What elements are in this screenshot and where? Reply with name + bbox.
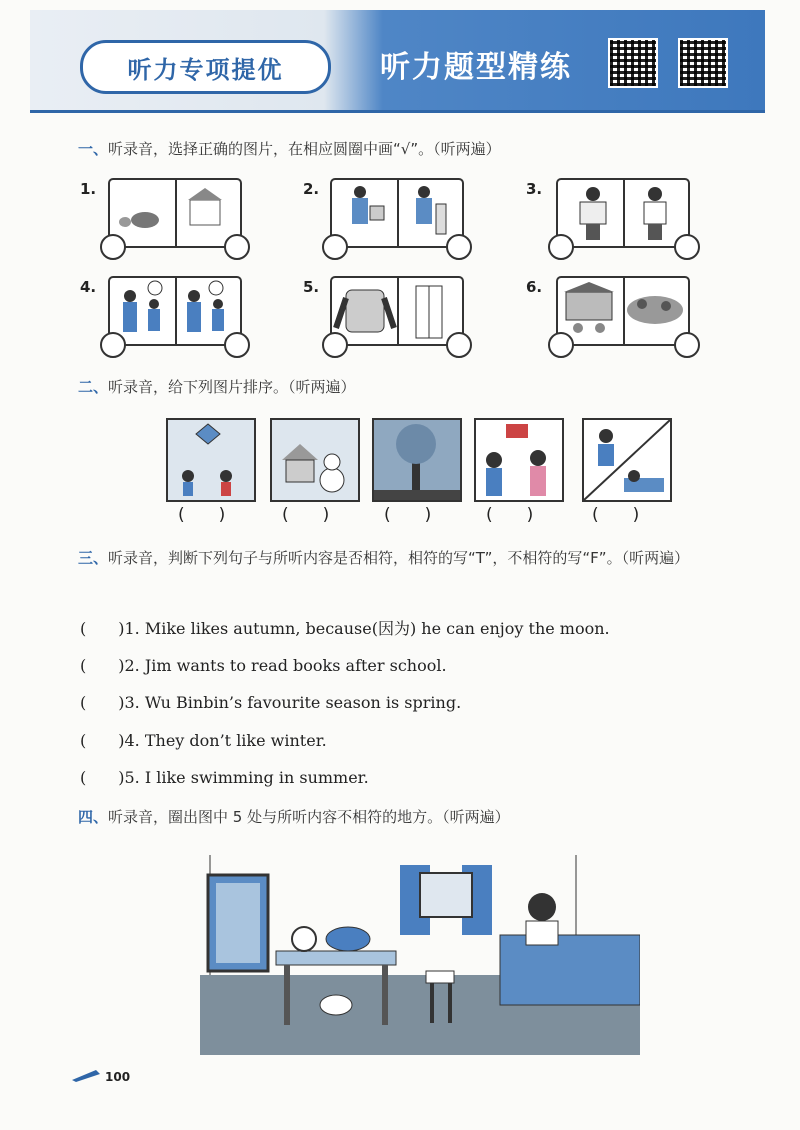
answer-circle[interactable] [322,234,348,260]
picture-pair [108,276,242,346]
picture-pair [556,276,690,346]
pencil-icon [72,1068,102,1082]
order-blank[interactable]: ( ) [592,505,640,525]
item-number: 5. [303,278,320,296]
section-3-title: 三、听录音，判断下列句子与所听内容是否相符，相符的写“T”，不相符的写“F”。（听两遍） [78,549,690,567]
section-4-title: 四、听录音，圈出图中 5 处与所听内容不相符的地方。（听两遍） [78,808,510,826]
sequence-picture-autumn-tree [372,418,462,502]
statement-4: ( )4. They don’t like winter. [80,731,327,750]
answer-circle[interactable] [674,234,700,260]
answer-circle[interactable] [224,332,250,358]
order-blank[interactable]: ( ) [282,505,330,525]
answer-circle[interactable] [224,234,250,260]
item-number: 6. [526,278,543,296]
item-number: 4. [80,278,97,296]
page-number: 100 [105,1070,131,1084]
statement-2: ( )2. Jim wants to read books after school. [80,656,447,675]
answer-circle[interactable] [446,234,472,260]
answer-circle[interactable] [446,332,472,358]
sequence-picture-kite [166,418,256,502]
answer-circle[interactable] [548,234,574,260]
qr-code-icon[interactable] [678,38,728,88]
order-blank[interactable]: ( ) [486,505,534,525]
section-2-title: 二、听录音，给下列图片排序。（听两遍） [78,378,356,396]
room-illustration [200,855,640,1055]
section-pill: 听力专项提优 [80,40,331,94]
picture-pair [108,178,242,248]
qr-code-icon[interactable] [608,38,658,88]
sequence-picture-snowman [270,418,360,502]
sequence-picture-swimming [582,418,672,502]
section-1-title: 一、听录音，选择正确的图片，在相应圆圈中画“√”。（听两遍） [78,140,501,158]
answer-circle[interactable] [548,332,574,358]
statement-1: ( )1. Mike likes autumn, because(因为) he can enjoy the moon. [80,619,610,638]
item-number: 1. [80,180,97,198]
answer-circle[interactable] [674,332,700,358]
order-blank[interactable]: ( ) [178,505,226,525]
picture-pair [330,276,464,346]
order-blank[interactable]: ( ) [384,505,432,525]
answer-circle[interactable] [100,332,126,358]
answer-circle[interactable] [100,234,126,260]
sequence-picture-children [474,418,564,502]
picture-pair [330,178,464,248]
picture-pair [556,178,690,248]
answer-circle[interactable] [322,332,348,358]
statement-5: ( )5. I like swimming in summer. [80,768,369,787]
item-number: 3. [526,180,543,198]
page-title: 听力题型精练 [380,50,572,85]
statement-3: ( )3. Wu Binbin’s favourite season is spring. [80,693,462,712]
item-number: 2. [303,180,320,198]
